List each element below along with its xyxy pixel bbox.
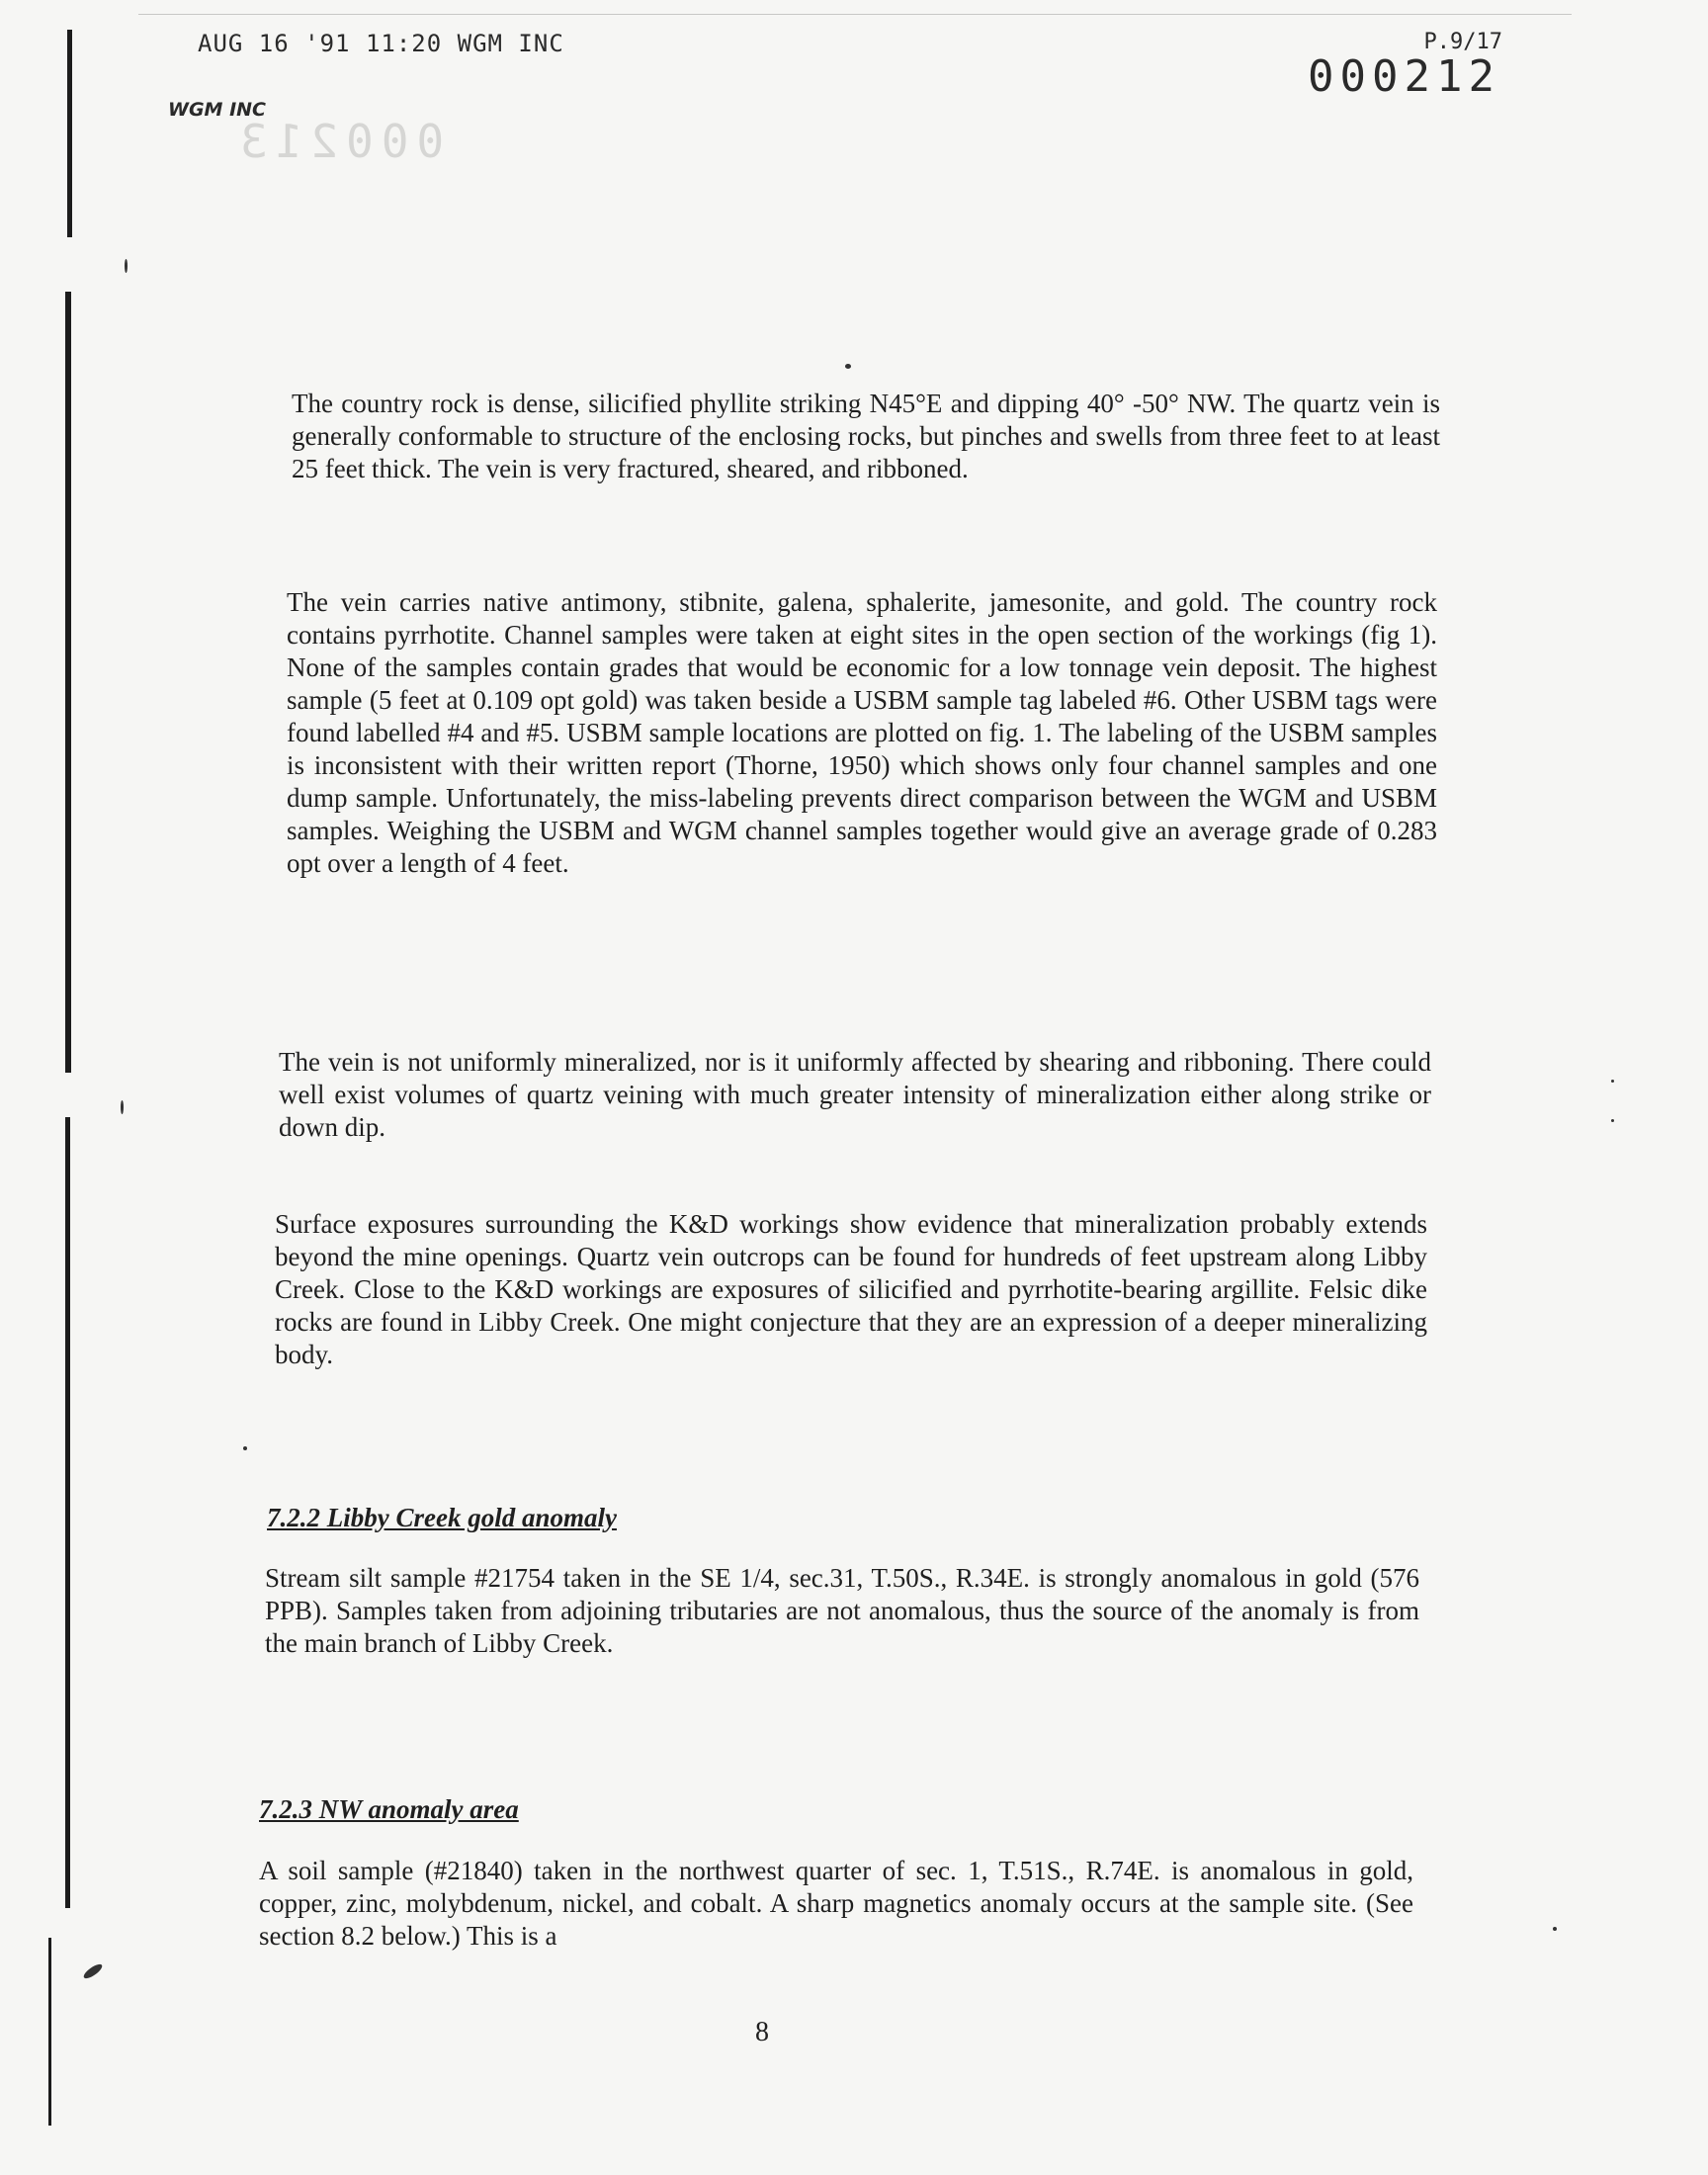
paragraph-mineralization-uniformity: The vein is not uniformly mineralized, nor is it uniformly affected by shearing and ribboning. There could well exist volumes of quartz veining with much greater intensity of mineralization either along strike or down dip. bbox=[279, 1047, 1431, 1142]
document-number: 000212 bbox=[1308, 51, 1500, 102]
scan-speck bbox=[125, 259, 128, 273]
paragraph-vein-minerals: The vein carries native antimony, stibnite, galena, sphalerite, jamesonite, and gold. The country rock contains pyrrhotite. Channel samples were taken at eight sites in the open section of the workings (fig 1). None of the samples contain grades that would be economic for a low tonnage vein deposit. The highest sample (5 feet at 0.109 opt gold) was taken beside a USBM sample tag labeled #6. Other USBM tags were found labelled #4 and #5. USBM sample locations are plotted on fig. 1. The labeling of the USBM samples is inconsistent with their written report (Thorne, 1950) which shows only four channel samples and one dump sample. Unfortunately, the miss-labeling prevents direct comparison between the WGM and USBM samples. Weighing the USBM and WGM channel samples together would give an average grade of 0.283 opt over a length of 4 feet. bbox=[287, 587, 1437, 878]
company-mark: WGM INC bbox=[168, 99, 266, 121]
scan-speck bbox=[845, 364, 851, 369]
scan-speck bbox=[1611, 1119, 1614, 1122]
paragraph-nw-anomaly: A soil sample (#21840) taken in the northwest quarter of sec. 1, T.51S., R.74E. is anomalous in gold, copper, zinc, molybdenum, nickel, and cobalt. A sharp magnetics anomaly occurs at the sample site. (See section 8.2 below.) This is a bbox=[259, 1856, 1413, 1951]
scan-speck bbox=[82, 1961, 105, 1980]
fax-page-count: P.9/17 bbox=[1423, 30, 1502, 54]
section-heading-nw-anomaly: 7.2.3 NW anomaly area bbox=[259, 1794, 519, 1824]
scan-margin-bar bbox=[65, 1117, 70, 1908]
scan-margin-bar bbox=[65, 292, 71, 1073]
scan-margin-bar bbox=[67, 30, 72, 237]
ghost-document-number: 000213 bbox=[232, 115, 445, 168]
paragraph-libby-creek-anomaly: Stream silt sample #21754 taken in the SE 1/4, sec.31, T.50S., R.34E. is strongly anomalous in gold (576 PPB). Samples taken from adjoining tributaries are not anomalous, thus the source of the anomaly is from the main branch of Libby Creek. bbox=[265, 1563, 1419, 1658]
paragraph-surface-exposures: Surface exposures surrounding the K&D workings show evidence that mineralization probably extends beyond the mine openings. Quartz vein outcrops can be found for hundreds of feet upstream along Libby Creek. Close to the K&D workings are exposures of silicified and pyrrhotite-bearing argillite. Felsic dike rocks are found in Libby Creek. One might conjecture that they are an expression of a deeper mineralizing body. bbox=[275, 1209, 1427, 1369]
scan-speck bbox=[121, 1100, 124, 1114]
paragraph-country-rock: The country rock is dense, silicified phyllite striking N45°E and dipping 40° -50° NW. The quartz vein is generally conformable to structure of the enclosing rocks, but pinches and swells from three feet to at least 25 feet thick. The vein is very fractured, sheared, and ribboned. bbox=[292, 389, 1440, 483]
scan-speck bbox=[1611, 1080, 1614, 1083]
section-heading-libby-creek: 7.2.2 Libby Creek gold anomaly bbox=[267, 1503, 617, 1532]
scan-margin-bar bbox=[48, 1938, 51, 2126]
scan-speck bbox=[243, 1446, 247, 1450]
scan-top-edge bbox=[138, 14, 1572, 15]
scan-speck bbox=[1553, 1927, 1557, 1931]
fax-header-line: AUG 16 '91 11:20 WGM INC bbox=[198, 30, 564, 57]
page-number: 8 bbox=[755, 2017, 769, 2047]
